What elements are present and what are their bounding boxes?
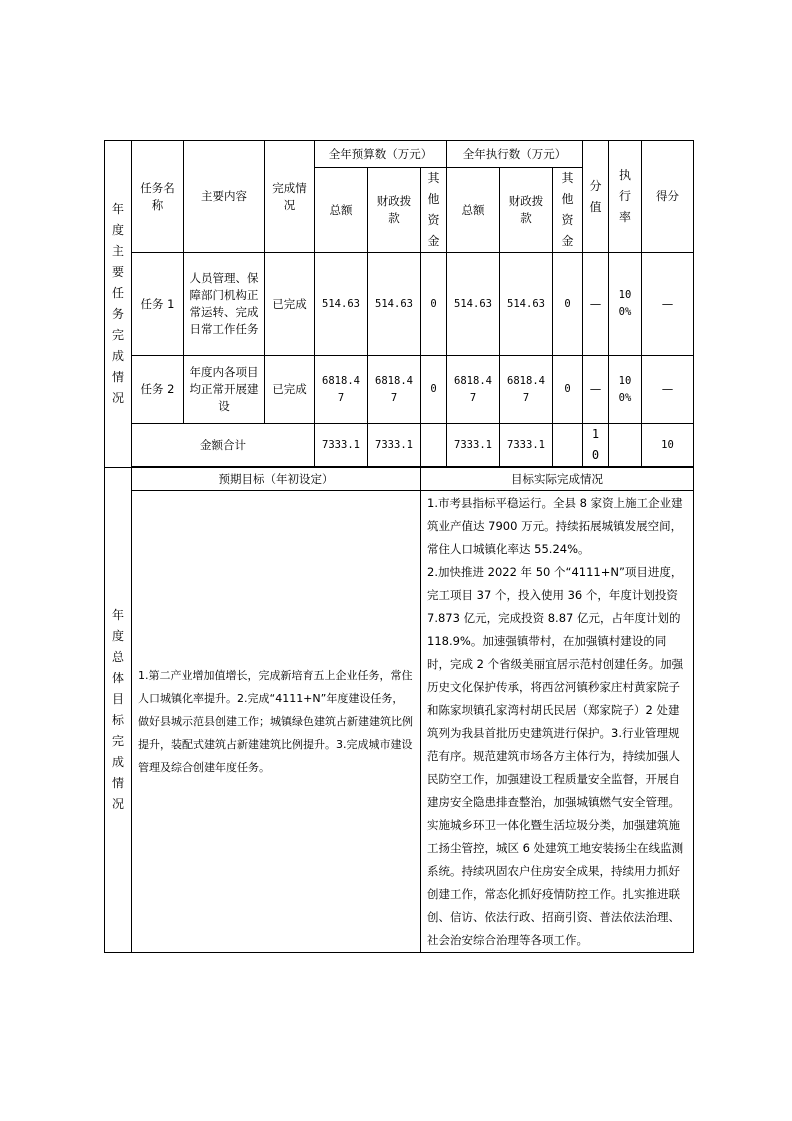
task-name: 任务 2 (132, 356, 184, 424)
budget-total: 514.63 (315, 253, 368, 356)
budget-total-header: 总额 (315, 168, 368, 253)
main-content-header: 主要内容 (184, 141, 265, 253)
exec-total: 6818.47 (447, 356, 500, 424)
total-row (105, 424, 694, 467)
score-value: — (583, 356, 609, 424)
completion-header: 完成情况 (265, 141, 315, 253)
total-label: 金额合计 (132, 424, 315, 467)
task-status: 已完成 (265, 356, 315, 424)
budget-total: 6818.47 (315, 356, 368, 424)
budget-other-header: 其他资金 (421, 168, 447, 253)
score-value-header: 分值 (583, 141, 609, 253)
actual-goal-header: 目标实际完成情况 (421, 468, 694, 491)
budget-fiscal-header: 财政拨款 (368, 168, 421, 253)
total-score-value: 10 (583, 424, 609, 467)
budget-group-header: 全年预算数（万元） (315, 141, 447, 168)
total-budget-other (421, 424, 447, 467)
total-exec-rate (609, 424, 642, 467)
task-name-header: 任务名称 (132, 141, 184, 253)
score: — (642, 253, 694, 356)
score-value: — (583, 253, 609, 356)
annual-tasks-section-header: 年度主要任务完成情况 (105, 141, 132, 468)
total-budget-total: 7333.1 (315, 424, 368, 467)
total-exec-fiscal: 7333.1 (500, 424, 553, 467)
exec-fiscal: 6818.47 (500, 356, 553, 424)
expected-goal-header: 预期目标（年初设定） (132, 468, 421, 491)
exec-rate: 100% (609, 253, 642, 356)
task-status: 已完成 (265, 253, 315, 356)
expected-goal-text: 1.第二产业增加值增长，完成新培育五上企业任务，常住人口城镇化率提升。2.完成“4111+N”年度建设任务，做好县城示范县创建工作；城镇绿色建筑占新建建筑比例提升，装配式建筑占新建建筑比例提升。3.完成城市建设管理及综合创建年度任务。 (132, 491, 421, 953)
table-row (105, 356, 694, 424)
exec-other: 0 (553, 253, 583, 356)
execution-group-header: 全年执行数（万元） (447, 141, 583, 168)
exec-total: 514.63 (447, 253, 500, 356)
total-budget-fiscal: 7333.1 (368, 424, 421, 467)
exec-other: 0 (553, 356, 583, 424)
overall-goals-section-header: 年度总体目标完成情况 (105, 468, 132, 953)
exec-rate-header: 执行率 (609, 141, 642, 253)
total-exec-other (553, 424, 583, 467)
budget-other: 0 (421, 253, 447, 356)
score: — (642, 356, 694, 424)
exec-rate: 100% (609, 356, 642, 424)
total-exec-total: 7333.1 (447, 424, 500, 467)
exec-fiscal: 514.63 (500, 253, 553, 356)
total-score: 10 (642, 424, 694, 467)
budget-fiscal: 514.63 (368, 253, 421, 356)
exec-fiscal-header: 财政拨款 (500, 168, 553, 253)
actual-goal-paragraph: 1.市考县指标平稳运行。全县 8 家资上施工企业建筑业产值达 7900 万元。持续拓展城镇发展空间，常住人口城镇化率达 55.24%。 (427, 496, 683, 556)
table-row (105, 253, 694, 356)
score-header: 得分 (642, 141, 694, 253)
actual-goal-paragraph: 2.加快推进 2022 年 50 个“4111+N”项目进度，完工项目 37 个，投入使用 36 个，年度计划投资 7.873 亿元，完成投资 8.87 亿元，占年度计划的 118.9%。加速强镇带村，在加强镇村建设的同时，完成 2 个省级美丽宜居示范村创建任务。加强历史文化保护传承，将西岔河镇秒家庄村黄家院子和陈家坝镇孔家湾村胡氏民居（郑家院子）2 处建筑列为我县首批历史建筑进行保护。3.行业管理规范有序。规范建筑市场各方主体行为，持续加强人民防空工作，加强建设工程质量安全监督，开展自建房安全隐患排查整治，加强城镇燃气安全管理。实施城乡环卫一体化暨生活垃圾分类，加强建筑施工扬尘管控，城区 6 处建筑工地安装扬尘在线监测系统。持续巩固农户住房安全成果，持续用力抓好创建工作，常态化抓好疫情防控工作。扎实推进联创、信访、依法行政、招商引资、普法依法治理、社会治安综合治理等各项工作。 (427, 565, 684, 947)
task-content: 年度内各项目均正常开展建设 (184, 356, 265, 424)
budget-other: 0 (421, 356, 447, 424)
actual-goal-text (421, 491, 694, 953)
budget-fiscal: 6818.47 (368, 356, 421, 424)
performance-table (104, 140, 694, 953)
task-name: 任务 1 (132, 253, 184, 356)
exec-total-header: 总额 (447, 168, 500, 253)
exec-other-header: 其他资金 (553, 168, 583, 253)
task-content: 人员管理、保障部门机构正常运转、完成日常工作任务 (184, 253, 265, 356)
